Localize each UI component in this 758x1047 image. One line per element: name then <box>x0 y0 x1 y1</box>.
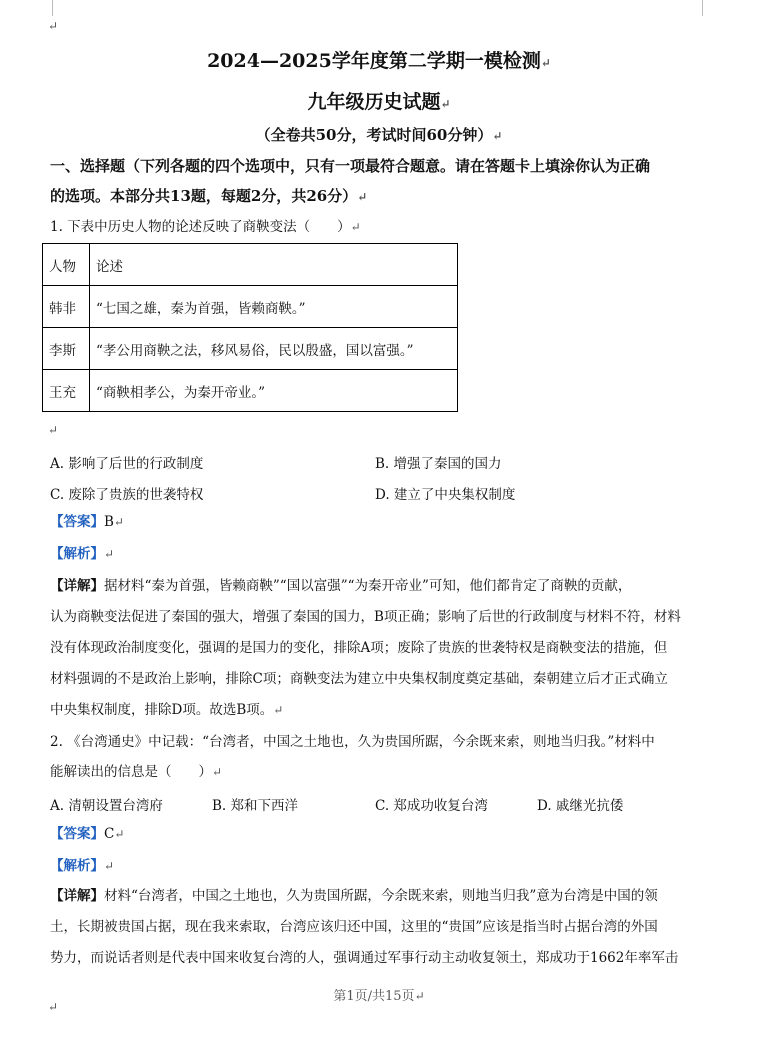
q2-option-b: B. 郑和下西洋 <box>212 798 299 814</box>
q2-detail-line: 势力，而说话者则是代表中国来收复台湾的人，强调通过军事行动主动收复领土，郑成功于1662年率军击 <box>50 950 679 966</box>
paragraph-mark: ↵ <box>48 1000 59 1014</box>
table-row <box>43 286 458 328</box>
section-heading-line1: 一、选择题（下列各题的四个选项中，只有一项最符合题意。请在答题卡上填涂你认为正确 <box>50 157 651 175</box>
section-heading-line2: 的选项。本部分共13题，每题2分，共26分）↵ <box>50 187 368 205</box>
q2-option-a: A. 清朝设置台湾府 <box>50 798 163 814</box>
q1-analysis-label: 【解析】↵ <box>50 546 115 562</box>
crop-mark-top-left <box>52 0 53 16</box>
q1-option-d: D. 建立了中央集权制度 <box>375 487 516 503</box>
exam-info: （全卷共50分，考试时间60分钟）↵ <box>255 126 503 144</box>
table-cell: “孝公用商鞅之法，移风易俗，民以殷盛，国以富强。” <box>90 328 458 370</box>
q1-option-a: A. 影响了后世的行政制度 <box>50 456 204 472</box>
table-row <box>43 328 458 370</box>
q2-option-d: D. 戚继光抗倭 <box>537 798 624 814</box>
q2-analysis-label: 【解析】↵ <box>50 858 115 874</box>
q1-option-b: B. 增强了秦国的国力 <box>375 456 502 472</box>
q2-option-c: C. 郑成功收复台湾 <box>375 798 488 814</box>
paragraph-mark: ↵ <box>48 19 59 33</box>
q1-detail-line: 认为商鞅变法促进了秦国的强大，增强了秦国的国力，B项正确；影响了后世的行政制度与材料不符，材料 <box>50 609 681 625</box>
q1-detail-line: 没有体现政治制度变化，强调的是国力的变化，排除A项；废除了贵族的世袭特权是商鞅变法的措施，但 <box>50 640 668 656</box>
page-subtitle: 九年级历史试题↵ <box>307 91 451 113</box>
question-2-stem-line2: 能解读出的信息是（ ）↵ <box>50 764 223 780</box>
table-row <box>43 370 458 412</box>
q2-detail-line: 土，长期被贵国占据，现在我来索取，台湾应该归还中国，这里的“贵国”应该是指当时占据台湾的外国 <box>50 919 658 935</box>
q1-option-c: C. 废除了贵族的世袭特权 <box>50 487 204 503</box>
q1-detail-line: 【详解】据材料“秦为首强，皆赖商鞅”“国以富强”“为秦开帝业”可知，他们都肯定了商鞅的贡献， <box>50 578 632 594</box>
table-cell: 王充 <box>43 370 90 412</box>
page-number-footer: 第1页/共15页↵ <box>333 989 425 1004</box>
table-cell: 李斯 <box>43 328 90 370</box>
question-1-table <box>42 243 458 412</box>
q2-detail-line: 【详解】材料“台湾者，中国之土地也，久为贵国所踞，今余既来索，则地当归我”意为台湾是中国的领 <box>50 888 658 904</box>
table-cell: 论述 <box>90 244 458 286</box>
table-row <box>43 244 458 286</box>
q1-detail-line: 材料强调的不是政治上影响，排除C项；商鞅变法为建立中央集权制度奠定基础，秦朝建立后才正式确立 <box>50 671 668 687</box>
question-1-stem: 1. 下表中历史人物的论述反映了商鞅变法（ ）↵ <box>50 219 361 235</box>
table-cell: “商鞅相孝公，为秦开帝业。” <box>90 370 458 412</box>
page-title: 2024—2025学年度第二学期一模检测↵ <box>207 50 551 72</box>
q1-detail-line: 中央集权制度，排除D项。故选B项。↵ <box>50 702 284 718</box>
table-cell: 韩非 <box>43 286 90 328</box>
question-2-stem-line1: 2. 《台湾通史》中记载：“台湾者，中国之土地也，久为贵国所踞，今余既来索，则地当归我。”材料中 <box>50 734 655 750</box>
q2-answer: 【答案】C↵ <box>50 826 125 842</box>
q1-answer: 【答案】B↵ <box>50 514 124 530</box>
table-cell: “七国之雄，秦为首强，皆赖商鞅。” <box>90 286 458 328</box>
paragraph-mark: ↵ <box>48 423 59 437</box>
crop-mark-top-right <box>702 0 703 16</box>
table-cell: 人物 <box>43 244 90 286</box>
